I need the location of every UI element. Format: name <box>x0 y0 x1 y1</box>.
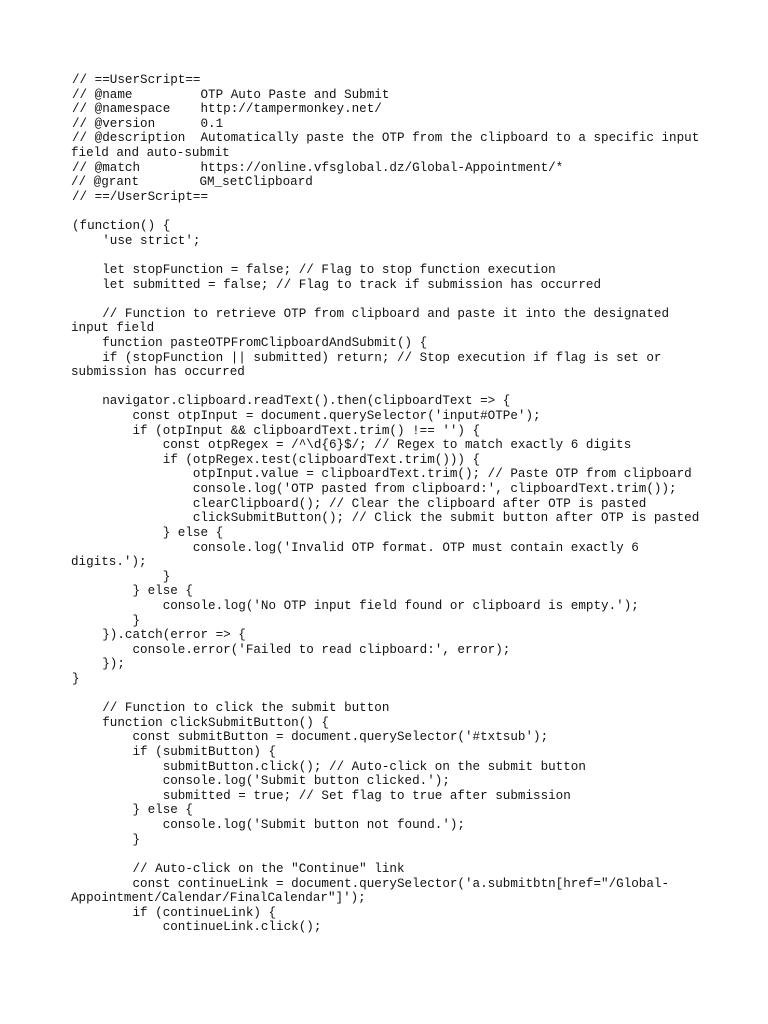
code-line: // @namespace http://tampermonkey.net/ <box>72 102 382 117</box>
code-line: console.log('No OTP input field found or clipboard is empty.'); <box>72 598 639 613</box>
code-line: } else { <box>72 803 193 818</box>
code-line: otpInput.value = clipboardText.trim(); // Paste OTP from clipboard <box>72 467 692 482</box>
code-line: }).catch(error => { <box>72 628 246 643</box>
code-line: input field <box>71 321 155 336</box>
code-line: submission has occurred <box>71 365 245 380</box>
code-line <box>72 292 712 307</box>
code-line: const submitButton = document.querySelector('#txtsub'); <box>72 730 549 745</box>
code-line: } <box>72 569 171 584</box>
code-line: (function() { <box>72 219 171 234</box>
code-line: const otpRegex = /^\d{6}$/; // Regex to match exactly 6 digits <box>72 438 632 453</box>
code-line: // @description Automatically paste the OTP from the clipboard to a specific input <box>72 131 700 146</box>
code-line: // @name OTP Auto Paste and Submit <box>72 87 390 102</box>
code-line: console.error('Failed to read clipboard:', error); <box>72 642 511 657</box>
code-line: // ==UserScript== <box>72 73 201 87</box>
code-line: digits.'); <box>71 555 147 570</box>
code-line: if (continueLink) { <box>72 905 277 920</box>
code-line: submitButton.click(); // Auto-click on the submit button <box>72 759 586 774</box>
code-line: } else { <box>72 525 224 540</box>
code-line: submitted = true; // Set flag to true after submission <box>72 788 571 803</box>
code-listing <box>72 73 712 935</box>
code-line <box>72 204 712 219</box>
code-line: field and auto-submit <box>71 146 230 161</box>
code-line: clearClipboard(); // Clear the clipboard after OTP is pasted <box>72 496 647 511</box>
code-line: function clickSubmitButton() { <box>72 715 329 730</box>
code-line: console.log('Submit button clicked.'); <box>72 774 450 789</box>
code-line: let stopFunction = false; // Flag to stop function execution <box>72 262 556 277</box>
code-line <box>72 248 712 263</box>
code-line: } else { <box>72 584 193 599</box>
code-line: console.log('OTP pasted from clipboard:', clipboardText.trim()); <box>72 482 677 497</box>
code-line: if (stopFunction || submitted) return; // Stop execution if flag is set or <box>72 350 662 365</box>
code-line: console.log('Invalid OTP format. OTP must contain exactly 6 <box>72 540 639 555</box>
code-line: }); <box>72 657 125 672</box>
code-line: const continueLink = document.querySelector('a.submitbtn[href="/Global- <box>72 876 670 891</box>
code-line: navigator.clipboard.readText().then(clipboardText => { <box>72 394 511 409</box>
code-line <box>72 380 712 395</box>
code-line: // ==/UserScript== <box>72 189 209 204</box>
code-line <box>72 847 712 862</box>
code-line: function pasteOTPFromClipboardAndSubmit() { <box>72 335 428 350</box>
code-line: } <box>72 832 141 847</box>
code-line: if (submitButton) { <box>72 745 277 760</box>
code-line: } <box>72 671 80 686</box>
code-line: continueLink.click(); <box>72 920 322 935</box>
code-line: // Function to click the submit button <box>72 701 390 716</box>
code-line: // @version 0.1 <box>72 116 224 131</box>
code-line: clickSubmitButton(); // Click the submit button after OTP is pasted <box>72 511 700 526</box>
code-line: console.log('Submit button not found.'); <box>72 818 465 833</box>
code-line: // @grant GM_setClipboard <box>71 175 313 190</box>
code-line: // @match https://online.vfsglobal.dz/Global-Appointment/* <box>72 160 564 175</box>
code-line: if (otpRegex.test(clipboardText.trim())) { <box>72 452 481 467</box>
code-line: if (otpInput && clipboardText.trim() !== '') { <box>72 423 481 438</box>
code-line <box>72 687 712 702</box>
code-line: } <box>72 613 141 628</box>
code-line: 'use strict'; <box>72 233 201 248</box>
code-line: let submitted = false; // Flag to track if submission has occurred <box>72 277 602 292</box>
code-line: const otpInput = document.querySelector('input#OTPe'); <box>72 409 541 424</box>
code-line: Appointment/Calendar/FinalCalendar"]'); <box>71 891 366 906</box>
code-line: // Auto-click on the "Continue" link <box>72 861 405 876</box>
code-line: // Function to retrieve OTP from clipboard and paste it into the designated <box>72 306 670 321</box>
